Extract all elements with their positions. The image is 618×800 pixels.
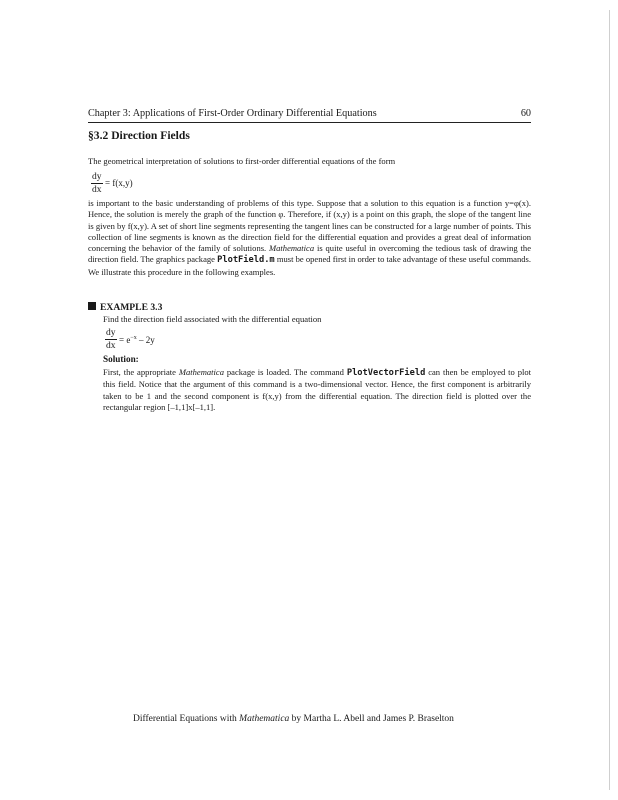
footer-line	[133, 714, 454, 724]
equation-1-fraction	[91, 172, 103, 195]
square-bullet-icon	[88, 302, 96, 310]
main-text-3: must be opened first in order to take advantage of these useful commands. We illustrate this procedure in the following examples.	[88, 254, 531, 277]
equation-2-fraction	[105, 328, 117, 351]
eq2-rhs	[119, 335, 155, 345]
main-text-1: is important to the basic understanding of problems of this type. Suppose that a solution to this equation is a function y=φ(x). Hence, the solution is merely the graph of the function φ. Therefore, if (x,y) is a point on this graph, the slope of the tangent line is given by f(x,y). A set of short line segments representing the tangent lines can be constructed for a large number of points. This collection of line segments is known as the direction field for the differential equation and provides a great deal of information concerning the behavior of the family of solutions.	[88, 198, 531, 254]
chapter-title: Chapter 3: Applications of First-Order Ordinary Differential Equations	[88, 108, 377, 119]
mathematica-term-2: Mathematica	[178, 367, 224, 377]
intro-paragraph: The geometrical interpretation of solutions to first-order differential equations of the form	[88, 156, 396, 166]
running-head	[88, 108, 531, 121]
solution-paragraph	[103, 367, 531, 413]
solution-text-3: can then be employed to plot this field. Notice that the argument of this command is a two-dimensional vector. Hence, the first component is arbitrarily taken to be 1 and the second component is f(x,y) from the differential equation. The direction field is plotted over the rectangular region [–1,1]x[–1,1].	[103, 367, 531, 412]
eq1-rhs: = f(x,y)	[105, 178, 133, 188]
mathematica-term: Mathematica	[269, 243, 315, 254]
footer-suffix: by Martha L. Abell and James P. Braselton	[291, 714, 454, 724]
example-heading	[88, 302, 162, 313]
eq1-denominator: dx	[92, 185, 102, 195]
example-heading-label: EXAMPLE 3.3	[100, 302, 163, 313]
page-number: 60	[520, 108, 531, 119]
solution-text-1: First, the appropriate	[103, 367, 176, 377]
solution-label: Solution:	[103, 354, 139, 364]
header-rule	[88, 122, 531, 123]
example-prompt: Find the direction field associated with the differential equation	[103, 314, 322, 324]
code-plotvectorfield: PlotVectorField	[346, 368, 426, 378]
main-text-2: is quite useful in overcoming the tedious task of drawing the direction field. The graphics package	[88, 243, 531, 265]
footer-mathematica: Mathematica	[239, 714, 290, 724]
main-paragraph	[88, 198, 531, 278]
code-plotfield: PlotField.m	[217, 255, 275, 266]
eq2-exponent: −x	[130, 335, 137, 341]
eq1-fraction-bar	[91, 183, 103, 184]
eq2-fraction-bar	[105, 339, 117, 340]
eq2-denominator: dx	[106, 341, 116, 351]
section-title: §3.2 Direction Fields	[88, 129, 190, 142]
eq2-rhs-suffix: – 2y	[136, 335, 155, 345]
solution-text-2: package is loaded. The command	[226, 367, 344, 377]
eq2-numerator: dy	[106, 328, 116, 338]
eq2-rhs-prefix: = e	[119, 335, 131, 345]
eq1-numerator: dy	[92, 172, 102, 182]
footer-prefix: Differential Equations with	[133, 714, 237, 724]
page-edge-line	[609, 10, 610, 790]
